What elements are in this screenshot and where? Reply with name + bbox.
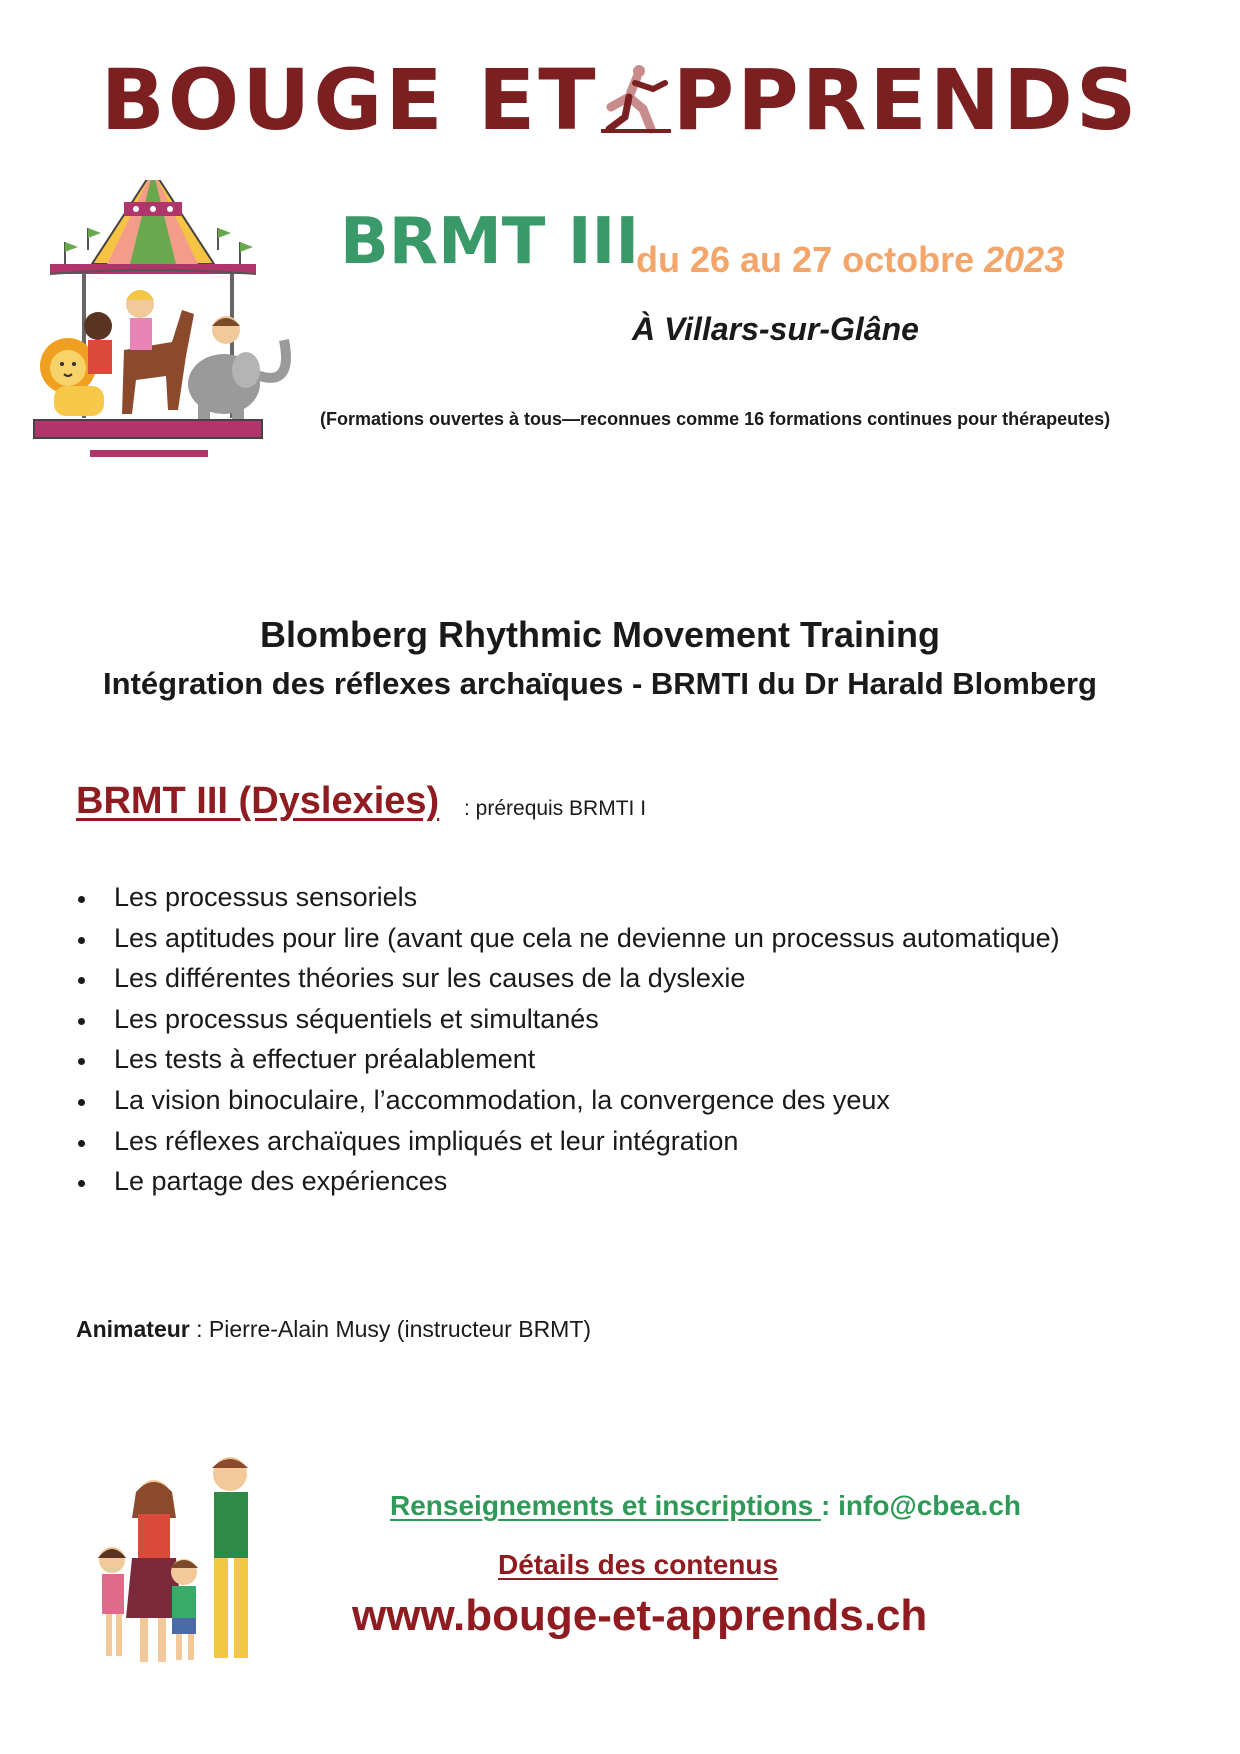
contact-email[interactable]: info@cbea.ch: [838, 1490, 1021, 1521]
list-item: Les processus sensoriels: [76, 877, 1076, 918]
carousel-illustration: [32, 180, 332, 520]
program-name: Blomberg Rhythmic Movement Training: [259, 614, 941, 655]
running-figure-icon: [599, 63, 673, 135]
animator-line: [76, 1318, 591, 1341]
event-title: BRMT III: [340, 205, 640, 279]
list-item: La vision binoculaire, l’accommodation, la convergence des yeux: [76, 1080, 1076, 1121]
list-item: Les tests à effectuer préalablement: [76, 1039, 1076, 1080]
contact-separator: :: [821, 1490, 839, 1521]
training-notice: (Formations ouvertes à tous—reconnues comme 16 formations continues pour thérapeutes): [320, 409, 1111, 429]
animator-value: : Pierre-Alain Musy (instructeur BRMT): [189, 1316, 592, 1342]
list-item: Les aptitudes pour lire (avant que cela ne devienne un processus automatique): [76, 918, 1076, 959]
animator-label: Animateur: [76, 1316, 190, 1342]
section-heading: BRMT III (Dyslexies): [76, 780, 440, 822]
topics-list: [76, 877, 1076, 1202]
logo-text-right: PPRENDS: [672, 51, 1140, 149]
list-item: Le partage des expériences: [76, 1161, 1076, 1202]
event-location: À Villars-sur-Glâne: [632, 311, 919, 347]
website-link[interactable]: www.bouge-et-apprends.ch: [352, 1591, 928, 1640]
prerequisite-text: : prérequis BRMTI I: [464, 797, 647, 820]
list-item: Les réflexes archaïques impliqués et leur intégration: [76, 1121, 1076, 1162]
event-year: 2023: [984, 239, 1065, 280]
list-item: Les différentes théories sur les causes de la dyslexie: [76, 958, 1076, 999]
details-link[interactable]: Détails des contenus: [498, 1549, 779, 1580]
family-illustration: [92, 1448, 262, 1678]
contact-line: [390, 1492, 1021, 1520]
logo-text-left: BOUGE ET: [100, 51, 599, 149]
contact-link[interactable]: Renseignements et inscriptions: [390, 1490, 821, 1521]
program-subtitle: Intégration des réflexes archaïques - BRMTI du Dr Harald Blomberg: [103, 666, 1097, 701]
list-item: Les processus séquentiels et simultanés: [76, 999, 1076, 1040]
event-date-range: du 26 au 27 octobre: [636, 239, 975, 280]
event-date: [636, 239, 1065, 280]
logo-title: [0, 51, 1240, 149]
